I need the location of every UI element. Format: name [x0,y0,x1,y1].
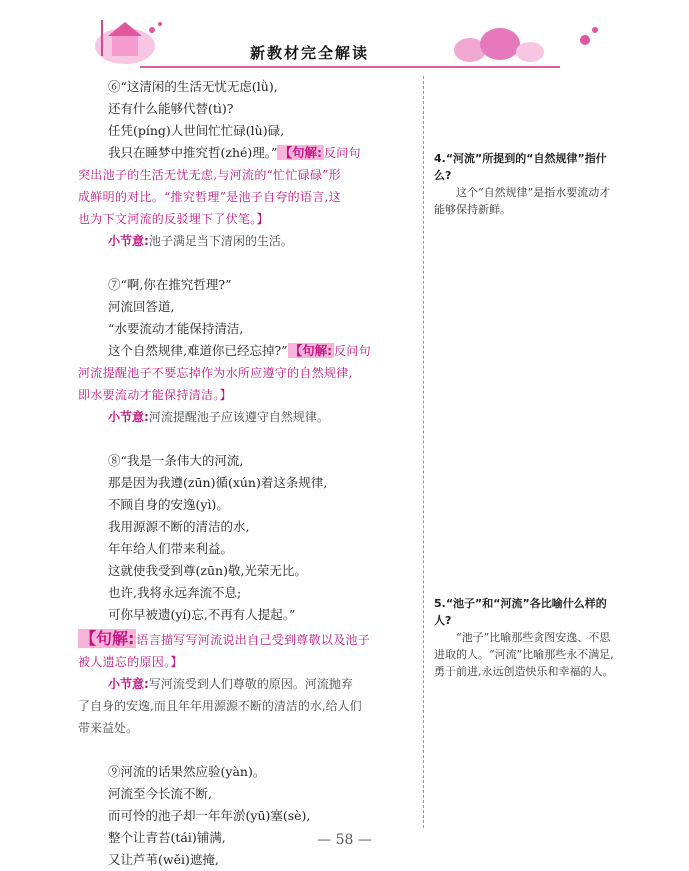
verse-line: 年年给人们带来利益。 [108,541,234,556]
sentence-note-block [78,626,412,651]
verse-line: 整个让青苔(tái)铺满, [108,830,226,845]
column-divider [423,76,424,828]
sentence-note: 被人遗忘的原因。】 [78,655,183,669]
sentence-note: 河流提醒池子不要忘掉作为水所应遵守的自然规律, [78,366,353,380]
page-header [0,0,689,74]
verse-line: 可你早被遗(yí)忘,不再有人提起。” [108,607,296,622]
verse-line-with-note [86,142,412,164]
verse-line: 也许,我将永远奔流不息; [108,585,242,600]
verse-line: 任凭(píng)人世间忙忙碌(lù)碌, [108,123,285,138]
verse-line: 这就使我受到尊(zūn)敬,光荣无比。 [108,563,307,578]
sentence-note: 语言描写写河流说出自己受到尊敬以及池子 [136,633,371,647]
sentence-note: 反问句 [334,344,371,358]
verse-line: “水要流动才能保持清洁, [108,321,244,336]
answer-text: “池子”比喻那些贪图安逸、不思进取的人。“河流”比喻那些永不满足,勇于前进,永远创造快乐和幸福的人。 [434,631,614,678]
main-text-column [78,76,412,871]
section-summary: 带来益处。 [78,721,139,735]
summary-text: 池子满足当下清闲的生活。 [148,234,293,248]
verse-line: 不顾自身的安逸(yì)。 [108,497,229,512]
verse-line: 还有什么能够代替(tì)? [108,101,234,116]
sidebar-question-5 [434,595,614,680]
verse-line: ⑧“我是一条伟大的河流, [108,453,244,468]
sentence-note: 成鲜明的对比。“推究哲理”是池子自夸的语言,这 [78,190,341,204]
section-summary [86,230,412,252]
summary-label: 小节意: [108,410,149,424]
sentence-note-tag: 【句解: [279,145,322,160]
summary-text: 河流提醒池子应该遵守自然规律。 [148,410,329,424]
section-summary [86,673,412,695]
verse-line: 我用源源不断的清洁的水, [108,519,250,534]
verse-line-with-note [86,340,412,362]
answer-text: 这个“自然规律”是指水要流动才能够保持新鲜。 [434,186,611,216]
question-text: 4.“河流”所提到的“自然规律”指什么? [434,152,607,182]
sentence-note-tag: 【句解: [289,343,333,358]
page-title: 新教材完全解读 [250,44,370,62]
sentence-note: 反问句 [323,146,361,160]
sentence-note-tag: 【句解: [80,629,135,648]
summary-label: 小节意: [108,677,149,691]
verse-text: 我只在睡梦中推究哲(zhé)理。” [108,145,278,160]
sentence-note: 即水要流动才能保持清洁。】 [78,388,232,402]
sentence-note: 也为下文河流的反驳埋下了伏笔。】 [78,212,269,226]
summary-label: 小节意: [108,234,149,248]
sentence-note: 突出池子的生活无忧无虑,与河流的“忙忙碌碌”形 [78,168,341,182]
verse-line: 河流至今长流不断, [108,786,212,801]
verse-line: 又让芦苇(wěi)遮掩, [108,852,219,867]
verse-line: ⑦“啊,你在推究哲理?” [108,277,232,292]
question-text: 5.“池子”和“河流”各比喻什么样的人? [434,597,607,627]
section-summary [86,406,412,428]
verse-text: 这个自然规律,难道你已经忘掉?” [108,343,288,358]
page-number: — 58 — [317,832,372,848]
verse-line: ⑨河流的话果然应验(yàn)。 [108,764,266,779]
verse-line: 河流回答道, [108,299,175,314]
verse-line: 那是因为我遵(zūn)循(xún)着这条规律, [108,475,328,490]
header-rule [140,66,560,68]
verse-line: ⑥“这清闲的生活无忧无虑(lǜ), [108,79,278,94]
sidebar-question-4 [434,150,614,218]
section-summary: 了自身的安逸,而且年年用源源不断的清洁的水,给人们 [78,699,362,713]
summary-text: 写河流受到人们尊敬的原因。河流抛弃 [148,677,353,691]
verse-line: 而可怜的池子却一年年淤(yū)塞(sè), [108,808,311,823]
